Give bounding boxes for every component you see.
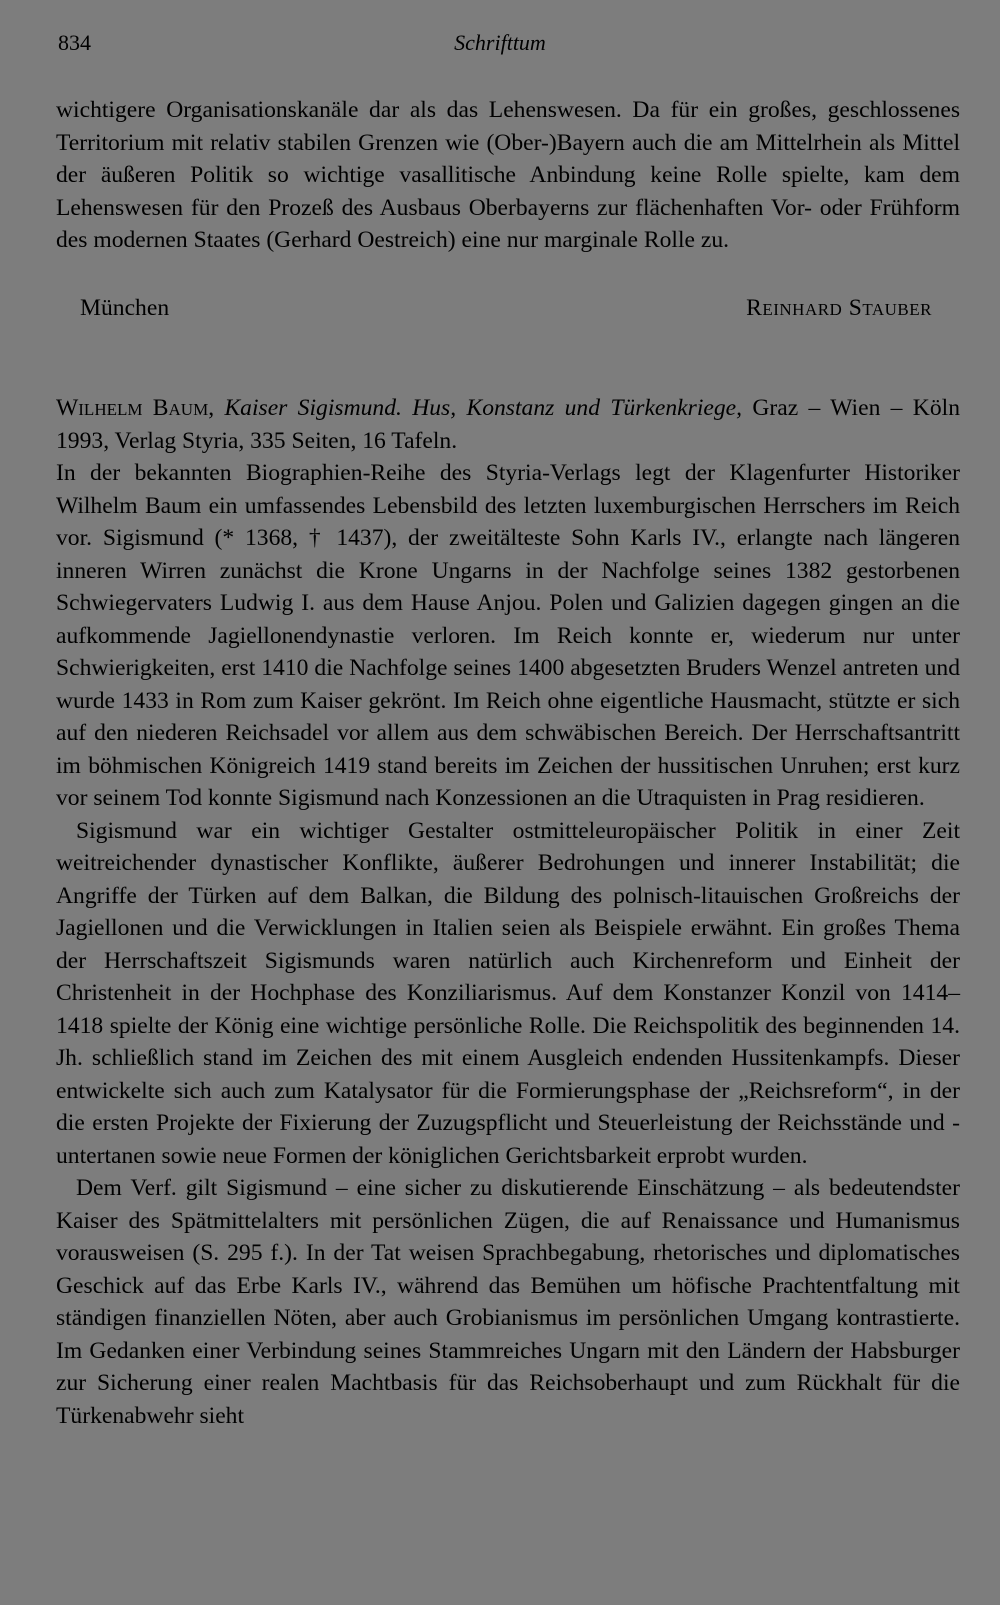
review-paragraph-2: Sigismund war ein wichtiger Gestalter ostmitteleuropäischer Politik in einer Zeit weitreichender dynastischer Konflikte, äußerer Bedrohungen und innerer Instabilität; die Angriffe der Türken auf dem Balkan, die Bildung des polnisch-litauischen Großreichs der Jagiellonen und die Verwicklungen in Italien seien als Beispiele erwähnt. Ein großes Thema der Herrschaftszeit Sigismunds waren natürlich auch Kirchenreform und Einheit der Christenheit in der Hochphase des Konziliarismus. Auf dem Konstanzer Konzil von 1414–1418 spielte der König eine wichtige persönliche Rolle. Die Reichspolitik des beginnenden 14. Jh. schließlich stand im Zeichen des mit einem Ausgleich endenden Hussitenkampfs. Dieser entwickelte sich auch zum Katalysator für die Formierungsphase der „Reichsreform“, in der die ersten Projekte der Fixierung der Zuzugspflicht und Steuerleistung der Reichsstände und -untertanen sowie neue Formen der königlichen Gerichtsbarkeit erprobt wurden. [56, 817, 960, 1169]
previous-review-text: wichtigere Organisationskanäle dar als das Lehenswesen. Da für ein großes, geschlossenes Territorium mit relativ stabilen Grenzen wie (Ober-)Bayern auch die am Mittelrhein als Mittel der äußeren Politik so wichtige vasallitische Anbindung keine Rolle spielte, kam dem Lehenswesen für den Prozeß des Ausbaus Oberbayerns zur flächenhaften Vor- oder Frühform des modernen Staates (Gerhard Oestreich) eine nur marginale Rolle zu. [56, 97, 960, 253]
review-book-title: Kaiser Sigismund. Hus, Konstanz und Türkenkriege, [224, 395, 743, 421]
review-book-author: Wilhelm Baum, [56, 395, 215, 421]
reviewer-signature [80, 292, 932, 324]
review-book-imprint: Graz – Wien – Köln 1993, Verlag Styria, 335 Seiten, 16 Tafeln. [56, 395, 960, 454]
signature-place: München [80, 295, 170, 321]
review-paragraph-1: In der bekannten Biographien-Reihe des Styria-Verlags legt der Klagenfurter Historiker Wilhelm Baum ein umfassendes Lebensbild des letzten luxemburgischen Herrschers im Reich vor. Sigismund (* 1368, † 1437), der zweitälteste Sohn Karls IV., erlangte nach längeren inneren Wirren zunächst die Krone Ungarns in der Nachfolge seines 1382 gestorbenen Schwiegervaters Ludwig I. aus dem Hause Anjou. Polen und Galizien dagegen gingen an die aufkommende Jagiellonendynastie verloren. Im Reich konnte er, wiederum nur unter Schwierigkeiten, erst 1410 die Nachfolge seines 1400 abgesetzten Bruders Wenzel antreten und wurde 1433 in Rom zum Kaiser gekrönt. Im Reich ohne eigentliche Hausmacht, stützte er sich auf den niederen Reichsadel vor allem aus dem schwäbischen Bereich. Der Herrschaftsantritt im böhmischen Königreich 1419 stand bereits im Zeichen der hussitischen Unruhen; erst kurz vor seinem Tod konnte Sigismund nach Konzessionen an die Utraquisten in Prag residieren. [56, 460, 960, 811]
previous-review-ending [56, 94, 960, 257]
page-number: 834 [58, 30, 91, 55]
signature-reviewer-name: Reinhard Stauber [746, 295, 932, 321]
review-citation [56, 392, 960, 457]
running-head: Schrifttum [454, 30, 546, 55]
review-section [56, 392, 960, 1432]
review-paragraph-3: Dem Verf. gilt Sigismund – eine sicher zu diskutierende Einschätzung – als bedeutendster Kaiser des Spätmittelalters mit persönlichen Zügen, die auf Renaissance und Humanismus vorausweisen (S. 295 f.). In der Tat weisen Sprachbegabung, rhetorisches und diplomatisches Geschick auf das Erbe Karls IV., während das Bemühen um höfische Prachtentfaltung mit ständigen finanziellen Nöten, aber auch Grobianismus im persönlichen Umgang kontrastierte. Im Gedanken einer Verbindung seines Stammreiches Ungarn mit den Ländern der Habsburger zur Sicherung einer realen Machtbasis für das Reichsoberhaupt und zum Rückhalt für die Türkenabwehr sieht [56, 1175, 960, 1429]
